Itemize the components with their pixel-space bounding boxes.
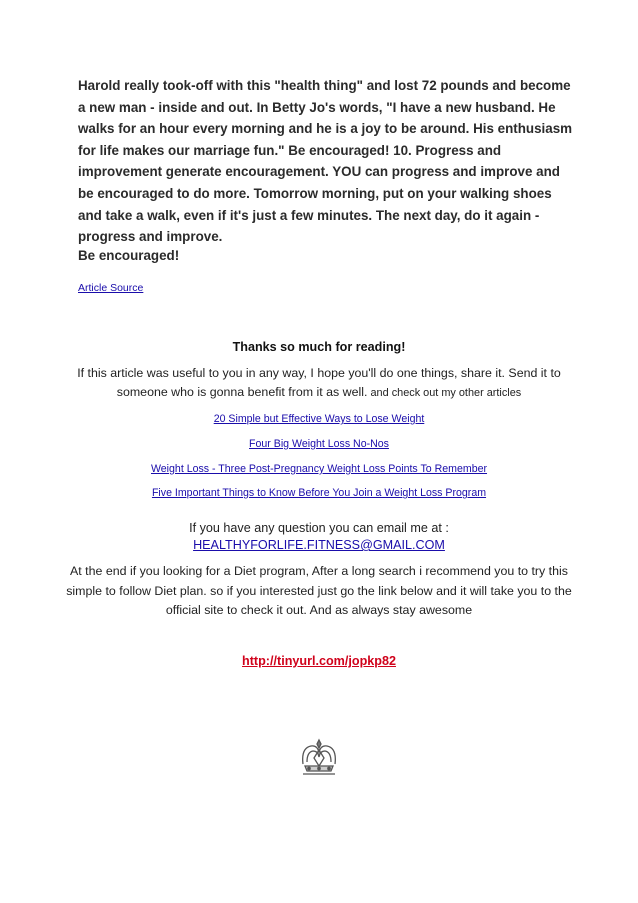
related-article-row bbox=[0, 434, 638, 452]
promo-link-row bbox=[0, 654, 638, 668]
share-request-small: and check out my other articles bbox=[367, 387, 522, 399]
crown-logo-icon bbox=[297, 738, 341, 778]
related-article-row bbox=[0, 483, 638, 501]
article-paragraph: Harold really took-off with this "health thing" and lost 72 pounds and become a new man - inside and out. In Betty Jo's words, "I have a new husband. He walks for an hour every morning and he is a joy to be around. His enthusiasm for life makes our marriage fun." Be encouraged! 10. Progress and improvement generate encouragement. YOU can progress and improve and be encouraged to do more. Tomorrow morning, put on your walking shoes and take a walk, even if it's just a few minutes. The next day, do it again - progress and improve. bbox=[78, 78, 573, 245]
diet-recommendation-text: At the end if you looking for a Diet program, After a long search i recommend you to try this simple to follow Diet plan. so if you interested just go the link below and it will take you to the official site to check it out. And as always stay awesome bbox=[66, 564, 572, 617]
related-article-link-1[interactable]: 20 Simple but Effective Ways to Lose Weight bbox=[213, 413, 425, 425]
article-paragraph-encouraged: Be encouraged! bbox=[78, 248, 180, 263]
thanks-heading: Thanks so much for reading! bbox=[232, 340, 406, 354]
contact-block bbox=[0, 520, 638, 554]
contact-question: If you have any question you can email me at : bbox=[189, 521, 449, 535]
related-article-row bbox=[0, 409, 638, 427]
article-source-link[interactable]: Article Source bbox=[78, 282, 144, 294]
related-article-link-2[interactable]: Four Big Weight Loss No-Nos bbox=[249, 438, 389, 450]
promo-link[interactable]: http://tinyurl.com/jopkp82 bbox=[242, 654, 396, 668]
related-article-link-4[interactable]: Five Important Things to Know Before You Join a Weight Loss Program bbox=[151, 487, 487, 499]
contact-email-link[interactable]: HEALTHYFORLIFE.FITNESS@GMAIL.COM bbox=[193, 538, 445, 552]
share-request-main: If this article was useful to you in any way, I hope you'll do one things, share it. Send it to someone who is gonna benefit from it as well. bbox=[77, 366, 561, 399]
related-article-row bbox=[0, 459, 638, 477]
share-request-text bbox=[64, 364, 574, 403]
related-article-link-3[interactable]: Weight Loss - Three Post-Pregnancy Weight Loss Points To Remember bbox=[150, 463, 488, 475]
